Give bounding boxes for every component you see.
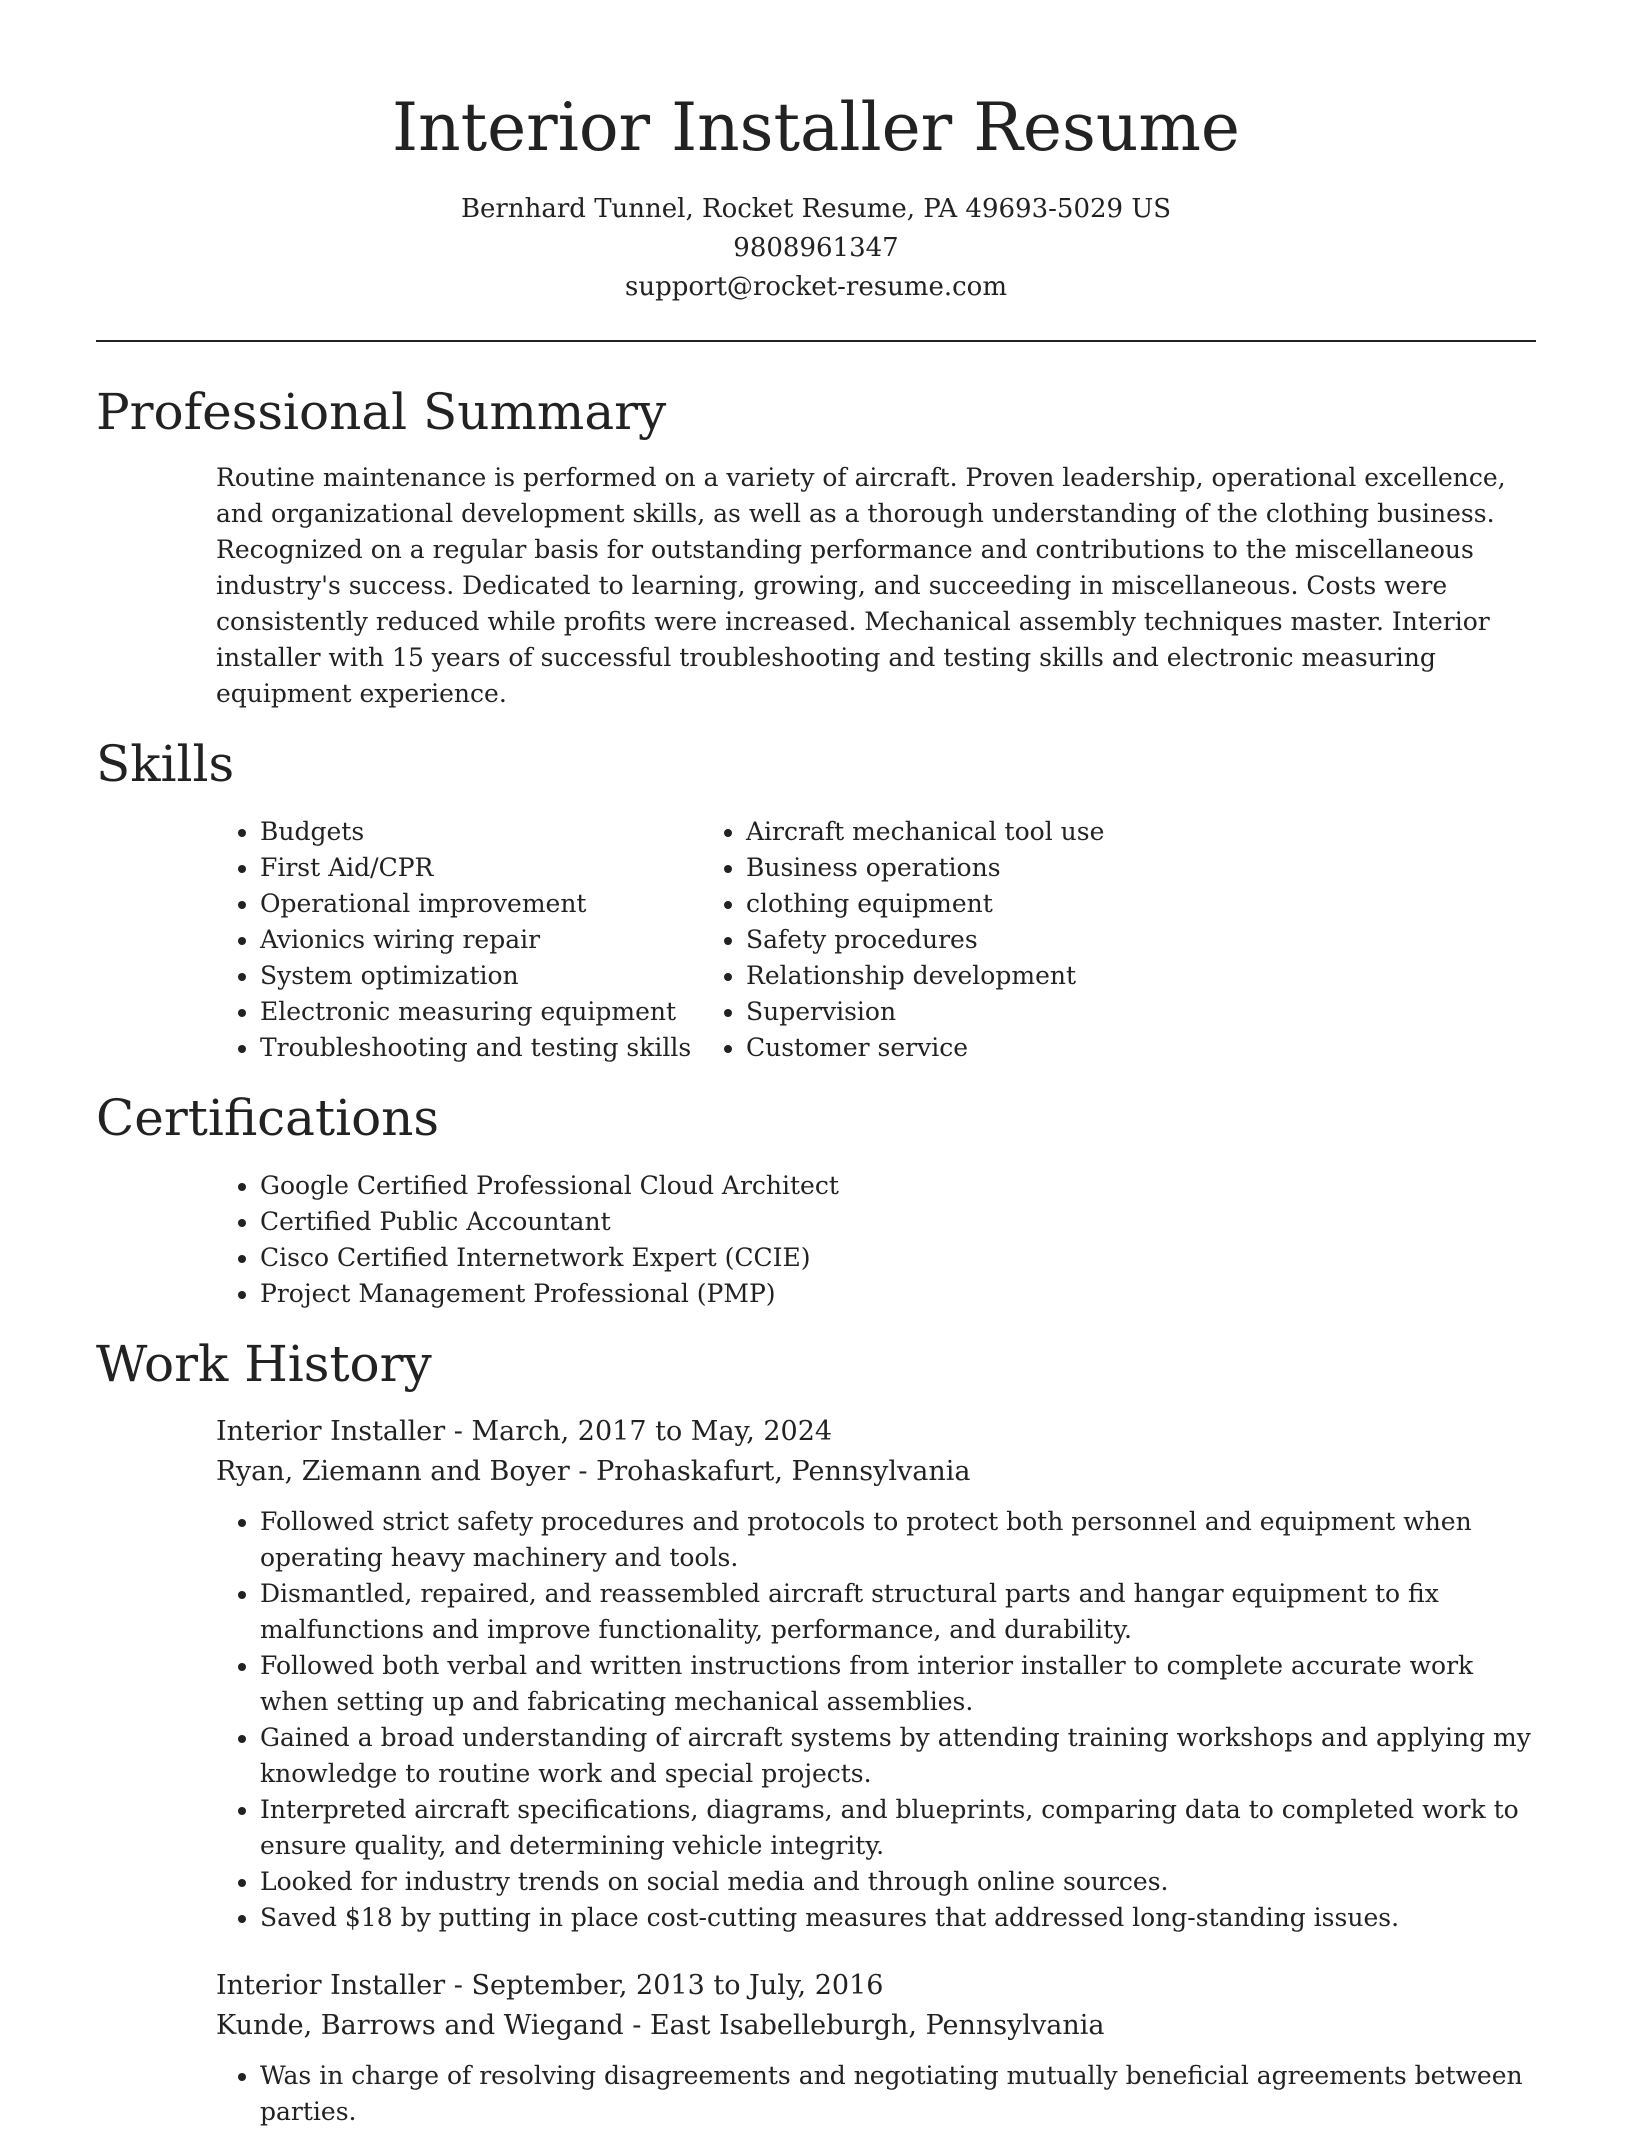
summary-text: Routine maintenance is performed on a variety of aircraft. Proven leadership, operational excellence, and organizational development skills, as well as a thorough understanding of the clothing business. Recognized on a regular basis for outstanding performance and contributions to the miscellaneous industry's success. Dedicated to learning, growing, and succeeding in miscellaneous. Costs were consistently reduced while profits were increased. Mechanical assembly techniques master. Interior installer with 15 years of successful troubleshooting and testing skills and electronic measuring equipment experience. [216, 463, 1506, 708]
job-title-line: Interior Installer - September, 2013 to July, 2016 [216, 1970, 884, 2001]
skill-item: • Budgets [260, 814, 746, 850]
skill-item: • Avionics wiring repair [260, 922, 746, 958]
skills-column-left [96, 814, 746, 1066]
job-duty: • Interpreted aircraft specifications, diagrams, and blueprints, comparing data to completed work to ensure quality, and determining vehicle integrity. [260, 1792, 1536, 1864]
certifications-list [96, 1168, 1536, 1312]
job-dates: September, 2013 to July, 2016 [471, 1970, 884, 2001]
skill-item: • Supervision [746, 994, 1396, 1030]
skills-column-right [746, 814, 1396, 1066]
certifications-heading: Certifications [96, 1089, 440, 1147]
job-duty: • Followed strict safety procedures and protocols to protect both personnel and equipment when operating heavy machinery and tools. [260, 1504, 1536, 1576]
job-location: Prohaskafurt, Pennsylvania [596, 1456, 971, 1487]
certification-item: • Cisco Certified Internetwork Expert (CCIE) [260, 1240, 1536, 1276]
job-duties [96, 2058, 1536, 2130]
job-company-line: Kunde, Barrows and Wiegand - East Isabelleburgh, Pennsylvania [216, 2010, 1105, 2041]
certification-item: • Certified Public Accountant [260, 1204, 1536, 1240]
job-duty: • Looked for industry trends on social media and through online sources. [260, 1864, 1536, 1900]
job-duty: • Saved $18 by putting in place cost-cutting measures that addressed long-standing issues. [260, 1900, 1536, 1936]
skill-item: • Operational improvement [260, 886, 746, 922]
skill-item: • Customer service [746, 1030, 1396, 1066]
certification-item: • Project Management Professional (PMP) [260, 1276, 1536, 1312]
job-title: Interior Installer [216, 1416, 446, 1447]
skill-item: • clothing equipment [746, 886, 1396, 922]
work-history-heading: Work History [96, 1335, 432, 1393]
job-location: East Isabelleburgh, Pennsylvania [649, 2010, 1105, 2041]
skill-item: • System optimization [260, 958, 746, 994]
contact-phone: 9808961347 [733, 233, 899, 263]
certification-item: • Google Certified Professional Cloud Architect [260, 1168, 1536, 1204]
job-company-line: Ryan, Ziemann and Boyer - Prohaskafurt, Pennsylvania [216, 1456, 971, 1487]
job-entry [96, 1412, 1536, 1936]
job-duty: • Gained a broad understanding of aircraft systems by attending training workshops and applying my knowledge to routine work and special projects. [260, 1720, 1536, 1792]
contact-address: Bernhard Tunnel, Rocket Resume, PA 49693-5029 US [460, 194, 1172, 224]
job-duties [96, 1504, 1536, 1936]
header-divider [96, 340, 1536, 342]
contact-email: support@rocket-resume.com [624, 272, 1007, 302]
skills-list [96, 814, 1536, 1066]
skill-item: • Business operations [746, 850, 1396, 886]
summary-heading: Professional Summary [96, 383, 667, 441]
job-duty: • Dismantled, repaired, and reassembled aircraft structural parts and hangar equipment to fix malfunctions and improve functionality, performance, and durability. [260, 1576, 1536, 1648]
job-duty: • Was in charge of resolving disagreements and negotiating mutually beneficial agreements between parties. [260, 2058, 1536, 2130]
resume-page [96, 0, 1536, 2130]
resume-title: Interior Installer Resume [392, 89, 1240, 166]
job-entry [96, 1966, 1536, 2130]
job-title: Interior Installer [216, 1970, 446, 2001]
skill-item: • Electronic measuring equipment [260, 994, 746, 1030]
job-dates: March, 2017 to May, 2024 [471, 1416, 833, 1447]
contact-block [96, 190, 1536, 307]
skill-item: • Relationship development [746, 958, 1396, 994]
job-company: Kunde, Barrows and Wiegand [216, 2010, 624, 2041]
job-company: Ryan, Ziemann and Boyer [216, 1456, 570, 1487]
job-duty: • Followed both verbal and written instructions from interior installer to complete accurate work when setting up and fabricating mechanical assemblies. [260, 1648, 1536, 1720]
job-title-line: Interior Installer - March, 2017 to May, 2024 [216, 1416, 833, 1447]
skill-item: • Safety procedures [746, 922, 1396, 958]
skills-heading: Skills [96, 735, 235, 793]
skill-item: • Aircraft mechanical tool use [746, 814, 1396, 850]
skill-item: • First Aid/CPR [260, 850, 746, 886]
skill-item: • Troubleshooting and testing skills [260, 1030, 746, 1066]
